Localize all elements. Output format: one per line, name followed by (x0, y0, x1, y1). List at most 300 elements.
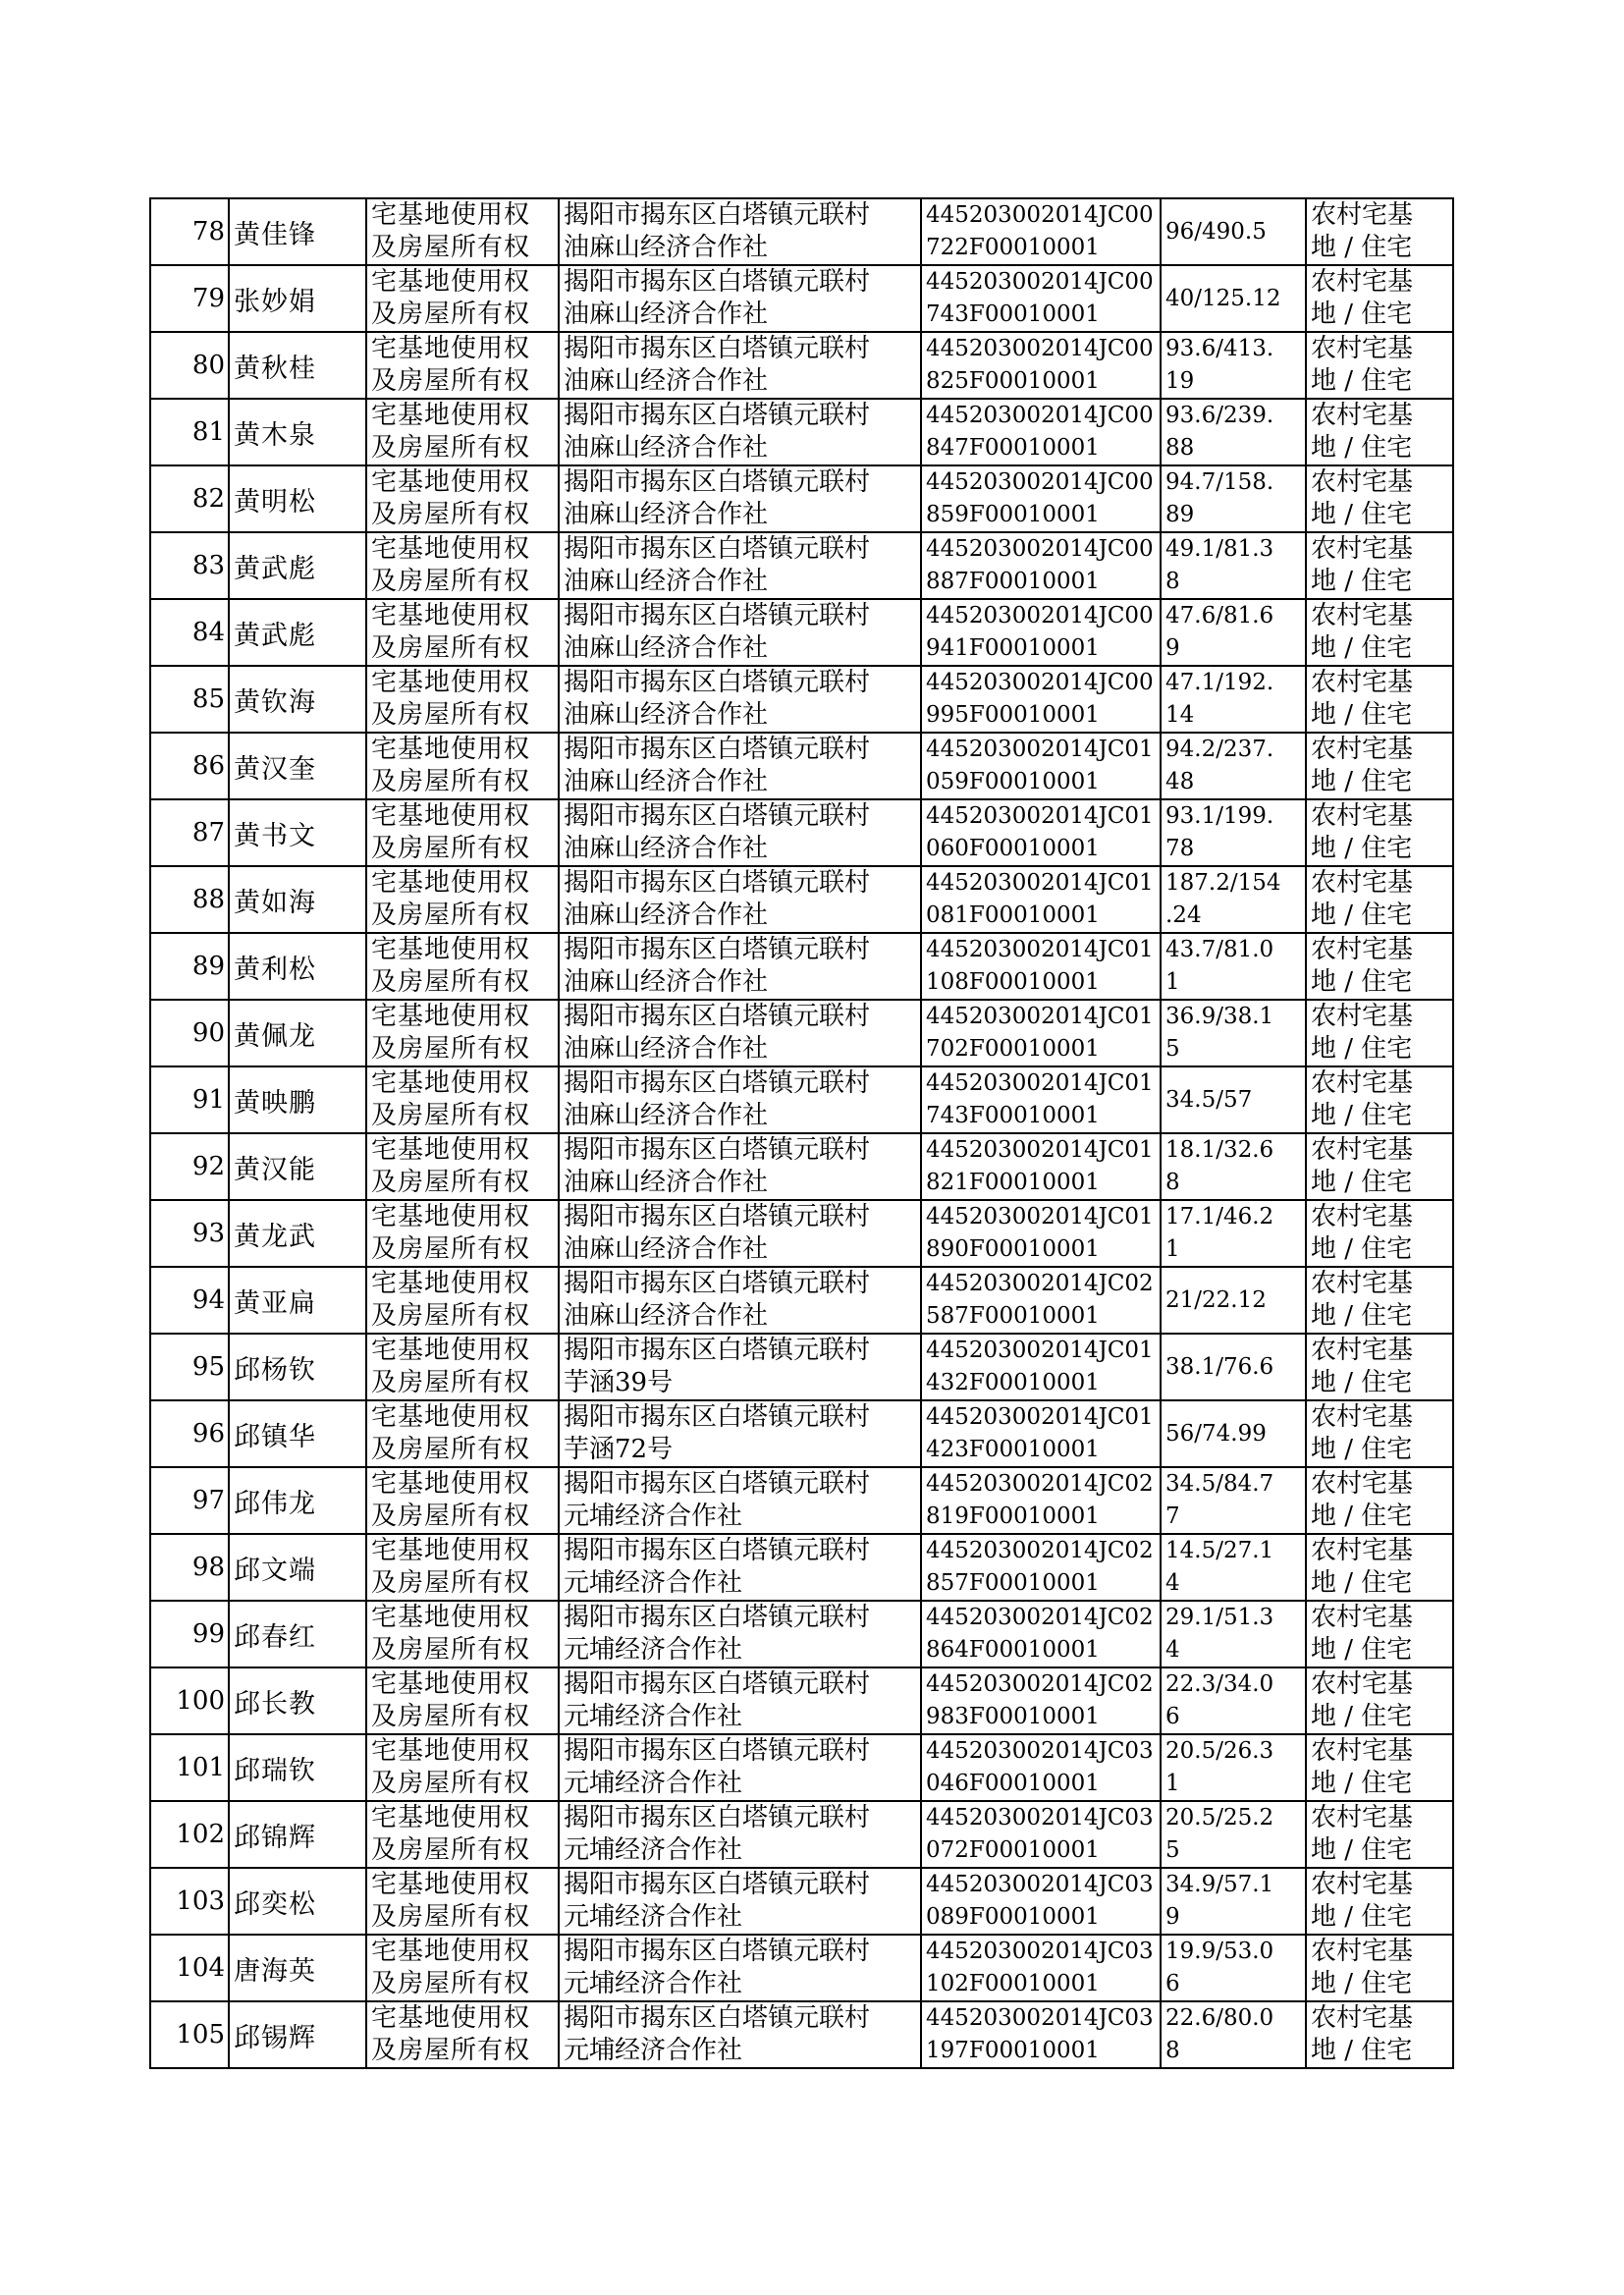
certificate-code-cell (921, 1467, 1161, 1534)
right-type-line: 及房屋所有权 (371, 1034, 531, 1064)
right-type-line: 及房屋所有权 (371, 834, 531, 863)
right-type-line: 宅基地使用权 (371, 1402, 531, 1432)
certificate-code-line: 445203002014JC00 (926, 336, 1154, 361)
land-use-line: 地 / 住宅 (1311, 1301, 1413, 1331)
owner-name-cell: 黄龙武 (229, 1200, 366, 1267)
right-type-line: 宅基地使用权 (371, 467, 531, 497)
certificate-code-line: 864F00010001 (926, 1637, 1100, 1663)
land-use-cell (1306, 532, 1453, 599)
area-cell (1161, 532, 1306, 599)
area-line: 14.5/27.1 (1165, 1538, 1274, 1563)
right-type-line: 宅基地使用权 (371, 868, 531, 898)
area-line: 47.1/192. (1165, 670, 1274, 695)
area-line: 22.3/34.0 (1165, 1671, 1274, 1697)
table-row (150, 1868, 1453, 1935)
owner-name-cell: 黄明松 (229, 465, 366, 532)
land-use-cell (1306, 1601, 1453, 1667)
certificate-code-cell (921, 666, 1161, 733)
area-cell (1161, 1133, 1306, 1200)
record-number-cell: 85 (150, 666, 229, 733)
area-line: 5 (1165, 1837, 1180, 1863)
right-type-line: 及房屋所有权 (371, 1368, 531, 1397)
right-type-cell (366, 799, 559, 866)
right-type-cell (366, 332, 559, 399)
right-type-line: 及房屋所有权 (371, 633, 531, 663)
location-line: 揭阳市揭东区白塔镇元联村 (564, 1870, 871, 1899)
owner-name-cell: 邱文端 (229, 1534, 366, 1601)
area-line: 1 (1165, 1236, 1180, 1262)
record-number-cell: 99 (150, 1601, 229, 1667)
owner-name-cell: 黄利松 (229, 933, 366, 1000)
table-row (150, 1534, 1453, 1601)
location-line: 油麻山经济合作社 (564, 834, 769, 863)
location-cell (559, 2001, 921, 2068)
area-line: 1 (1165, 969, 1180, 995)
right-type-line: 宅基地使用权 (371, 1269, 531, 1298)
certificate-code-line: 887F00010001 (926, 569, 1100, 594)
location-cell (559, 265, 921, 332)
certificate-code-line: 821F00010001 (926, 1170, 1100, 1195)
certificate-code-line: 432F00010001 (926, 1370, 1100, 1395)
land-use-line: 地 / 住宅 (1311, 1435, 1413, 1464)
right-type-cell (366, 399, 559, 465)
location-line: 元埔经济合作社 (564, 1502, 743, 1531)
right-type-line: 宅基地使用权 (371, 935, 531, 964)
area-line: 8 (1165, 2038, 1180, 2063)
record-number-cell: 84 (150, 599, 229, 666)
certificate-code-line: 445203002014JC00 (926, 469, 1154, 495)
location-line: 揭阳市揭东区白塔镇元联村 (564, 801, 871, 831)
land-use-cell (1306, 465, 1453, 532)
land-use-line: 地 / 住宅 (1311, 1034, 1413, 1064)
table-row (150, 332, 1453, 399)
owner-name-cell: 黄佳锋 (229, 198, 366, 265)
right-type-line: 及房屋所有权 (371, 1168, 531, 1197)
right-type-line: 宅基地使用权 (371, 1803, 531, 1832)
land-use-line: 农村宅基 (1311, 1469, 1414, 1499)
area-line: 5 (1165, 1036, 1180, 1062)
owner-name-cell: 邱锦辉 (229, 1801, 366, 1868)
right-type-cell (366, 1334, 559, 1400)
land-use-line: 农村宅基 (1311, 601, 1414, 630)
right-type-line: 及房屋所有权 (371, 1234, 531, 1264)
record-number-cell: 104 (150, 1935, 229, 2001)
location-cell (559, 666, 921, 733)
area-line: 40/125.12 (1165, 285, 1281, 311)
location-line: 揭阳市揭东区白塔镇元联村 (564, 1135, 871, 1165)
location-cell (559, 1467, 921, 1534)
right-type-line: 宅基地使用权 (371, 534, 531, 564)
location-line: 揭阳市揭东区白塔镇元联村 (564, 668, 871, 697)
area-line: 9 (1165, 1904, 1180, 1930)
location-line: 揭阳市揭东区白塔镇元联村 (564, 1336, 871, 1365)
area-cell (1161, 465, 1306, 532)
land-use-line: 农村宅基 (1311, 801, 1414, 831)
certificate-code-line: 089F00010001 (926, 1904, 1100, 1930)
land-use-line: 地 / 住宅 (1311, 2036, 1413, 2065)
land-use-line: 地 / 住宅 (1311, 1769, 1413, 1798)
right-type-cell (366, 1601, 559, 1667)
certificate-code-line: 445203002014JC01 (926, 1004, 1154, 1029)
table-row (150, 1935, 1453, 2001)
land-use-cell (1306, 933, 1453, 1000)
right-type-line: 宅基地使用权 (371, 1603, 531, 1632)
land-use-line: 地 / 住宅 (1311, 433, 1413, 463)
certificate-code-line: 445203002014JC00 (926, 269, 1154, 295)
right-type-line: 宅基地使用权 (371, 267, 531, 297)
land-use-cell (1306, 1267, 1453, 1334)
owner-name-cell: 黄钦海 (229, 666, 366, 733)
certificate-code-cell (921, 265, 1161, 332)
certificate-code-cell (921, 799, 1161, 866)
certificate-code-line: 743F00010001 (926, 1103, 1100, 1128)
right-type-line: 宅基地使用权 (371, 401, 531, 430)
area-cell (1161, 1667, 1306, 1734)
location-line: 揭阳市揭东区白塔镇元联村 (564, 1402, 871, 1432)
right-type-cell (366, 1868, 559, 1935)
certificate-code-line: 445203002014JC00 (926, 202, 1154, 228)
certificate-code-cell (921, 198, 1161, 265)
certificate-code-line: 445203002014JC03 (926, 2005, 1154, 2031)
right-type-line: 宅基地使用权 (371, 1135, 531, 1165)
land-use-line: 农村宅基 (1311, 200, 1414, 230)
location-line: 揭阳市揭东区白塔镇元联村 (564, 2003, 871, 2033)
owner-name-cell: 黄如海 (229, 866, 366, 933)
location-cell (559, 866, 921, 933)
location-line: 揭阳市揭东区白塔镇元联村 (564, 200, 871, 230)
area-cell (1161, 2001, 1306, 2068)
right-type-line: 宅基地使用权 (371, 1669, 531, 1699)
right-type-line: 及房屋所有权 (371, 1769, 531, 1798)
record-number-cell: 91 (150, 1066, 229, 1133)
certificate-code-line: 072F00010001 (926, 1837, 1100, 1863)
right-type-cell (366, 2001, 559, 2068)
area-line: 19.9/53.0 (1165, 1939, 1274, 1964)
certificate-code-line: 445203002014JC01 (926, 870, 1154, 896)
location-cell (559, 399, 921, 465)
location-line: 元埔经济合作社 (564, 1835, 743, 1865)
land-use-cell (1306, 1534, 1453, 1601)
certificate-code-cell (921, 399, 1161, 465)
certificate-code-line: 445203002014JC01 (926, 1338, 1154, 1363)
area-line: 20.5/25.2 (1165, 1805, 1274, 1831)
land-use-cell (1306, 666, 1453, 733)
certificate-code-line: 445203002014JC01 (926, 1204, 1154, 1229)
record-number-cell: 102 (150, 1801, 229, 1868)
location-line: 油麻山经济合作社 (564, 1168, 769, 1197)
certificate-code-line: 108F00010001 (926, 969, 1100, 995)
right-type-cell (366, 599, 559, 666)
right-type-line: 宅基地使用权 (371, 601, 531, 630)
right-type-cell (366, 198, 559, 265)
land-use-cell (1306, 1467, 1453, 1534)
right-type-line: 宅基地使用权 (371, 1469, 531, 1499)
right-type-line: 及房屋所有权 (371, 967, 531, 997)
land-use-line: 农村宅基 (1311, 1402, 1414, 1432)
right-type-line: 宅基地使用权 (371, 801, 531, 831)
record-number-cell: 100 (150, 1667, 229, 1734)
area-line: 34.9/57.1 (1165, 1872, 1274, 1897)
certificate-code-cell (921, 1935, 1161, 2001)
owner-name-cell: 邱锡辉 (229, 2001, 366, 2068)
location-line: 揭阳市揭东区白塔镇元联村 (564, 534, 871, 564)
table-row (150, 1801, 1453, 1868)
right-type-cell (366, 1400, 559, 1467)
record-number-cell: 86 (150, 733, 229, 799)
area-cell (1161, 1734, 1306, 1801)
location-line: 元埔经济合作社 (564, 1568, 743, 1598)
table-row (150, 1267, 1453, 1334)
certificate-code-cell (921, 1267, 1161, 1334)
certificate-code-cell (921, 1801, 1161, 1868)
owner-name-cell: 黄映鹏 (229, 1066, 366, 1133)
right-type-line: 宅基地使用权 (371, 1202, 531, 1231)
area-line: 38.1/76.6 (1165, 1353, 1274, 1380)
area-cell (1161, 1400, 1306, 1467)
land-use-line: 农村宅基 (1311, 401, 1414, 430)
land-use-cell (1306, 1200, 1453, 1267)
right-type-line: 及房屋所有权 (371, 1969, 531, 1998)
area-cell (1161, 1601, 1306, 1667)
table-row (150, 799, 1453, 866)
land-use-cell (1306, 1133, 1453, 1200)
certificate-code-cell (921, 1000, 1161, 1066)
certificate-code-line: 445203002014JC03 (926, 1872, 1154, 1897)
certificate-code-line: 059F00010001 (926, 769, 1100, 794)
location-line: 揭阳市揭东区白塔镇元联村 (564, 1803, 871, 1832)
area-cell (1161, 265, 1306, 332)
area-cell (1161, 599, 1306, 666)
land-use-line: 地 / 住宅 (1311, 1168, 1413, 1197)
location-line: 元埔经济合作社 (564, 1702, 743, 1731)
location-cell (559, 1935, 921, 2001)
certificate-code-cell (921, 1868, 1161, 1935)
land-use-line: 农村宅基 (1311, 1870, 1414, 1899)
table-row (150, 1133, 1453, 1200)
right-type-line: 及房屋所有权 (371, 300, 531, 329)
land-use-line: 农村宅基 (1311, 1536, 1414, 1565)
table-row (150, 733, 1453, 799)
right-type-line: 宅基地使用权 (371, 1336, 531, 1365)
land-use-line: 农村宅基 (1311, 1603, 1414, 1632)
location-cell (559, 1066, 921, 1133)
location-line: 揭阳市揭东区白塔镇元联村 (564, 1536, 871, 1565)
right-type-line: 及房屋所有权 (371, 767, 531, 796)
location-line: 揭阳市揭东区白塔镇元联村 (564, 868, 871, 898)
location-cell (559, 465, 921, 532)
owner-name-cell: 张妙娟 (229, 265, 366, 332)
location-line: 元埔经济合作社 (564, 1902, 743, 1932)
land-use-cell (1306, 1400, 1453, 1467)
right-type-line: 及房屋所有权 (371, 1835, 531, 1865)
location-line: 油麻山经济合作社 (564, 767, 769, 796)
table-row (150, 1467, 1453, 1534)
area-cell (1161, 1534, 1306, 1601)
table-row (150, 866, 1453, 933)
location-line: 油麻山经济合作社 (564, 366, 769, 396)
certificate-code-line: 445203002014JC02 (926, 1671, 1154, 1697)
location-cell (559, 1534, 921, 1601)
area-line: 187.2/154 (1165, 870, 1281, 896)
right-type-line: 及房屋所有权 (371, 567, 531, 596)
area-line: 20.5/26.3 (1165, 1738, 1274, 1764)
area-line: 49.1/81.3 (1165, 536, 1274, 562)
land-use-line: 农村宅基 (1311, 334, 1414, 363)
area-line: 94.7/158. (1165, 469, 1274, 495)
table-row (150, 1066, 1453, 1133)
certificate-code-cell (921, 1200, 1161, 1267)
certificate-code-line: 445203002014JC02 (926, 1271, 1154, 1296)
record-number-cell: 93 (150, 1200, 229, 1267)
certificate-code-line: 941F00010001 (926, 635, 1100, 661)
certificate-code-line: 445203002014JC03 (926, 1805, 1154, 1831)
right-type-line: 宅基地使用权 (371, 1870, 531, 1899)
area-line: 43.7/81.0 (1165, 937, 1274, 962)
table-row (150, 198, 1453, 265)
certificate-code-line: 445203002014JC00 (926, 670, 1154, 695)
land-use-cell (1306, 1734, 1453, 1801)
record-number-cell: 82 (150, 465, 229, 532)
right-type-line: 宅基地使用权 (371, 200, 531, 230)
location-line: 元埔经济合作社 (564, 1969, 743, 1998)
area-line: 4 (1165, 1570, 1180, 1596)
right-type-cell (366, 1000, 559, 1066)
location-line: 揭阳市揭东区白塔镇元联村 (564, 1669, 871, 1699)
certificate-code-line: 060F00010001 (926, 836, 1100, 861)
table-row (150, 1667, 1453, 1734)
certificate-code-line: 046F00010001 (926, 1771, 1100, 1796)
right-type-line: 及房屋所有权 (371, 2036, 531, 2065)
location-cell (559, 1868, 921, 1935)
land-use-cell (1306, 1066, 1453, 1133)
owner-name-cell: 黄武彪 (229, 599, 366, 666)
land-use-line: 地 / 住宅 (1311, 1502, 1413, 1531)
certificate-code-line: 081F00010001 (926, 902, 1100, 928)
right-type-line: 宅基地使用权 (371, 1002, 531, 1031)
right-type-cell (366, 465, 559, 532)
right-type-line: 及房屋所有权 (371, 1101, 531, 1130)
certificate-code-cell (921, 1601, 1161, 1667)
certificate-code-cell (921, 733, 1161, 799)
land-use-line: 农村宅基 (1311, 1269, 1414, 1298)
location-line: 油麻山经济合作社 (564, 1234, 769, 1264)
land-use-line: 地 / 住宅 (1311, 1902, 1413, 1932)
table-row (150, 666, 1453, 733)
area-line: 89 (1165, 502, 1195, 527)
area-line: 36.9/38.1 (1165, 1004, 1274, 1029)
location-line: 揭阳市揭东区白塔镇元联村 (564, 1736, 871, 1766)
area-line: 48 (1165, 769, 1195, 794)
certificate-code-cell (921, 1334, 1161, 1400)
right-type-line: 宅基地使用权 (371, 1068, 531, 1098)
record-number-cell: 87 (150, 799, 229, 866)
location-line: 油麻山经济合作社 (564, 300, 769, 329)
right-type-cell (366, 1267, 559, 1334)
land-use-cell (1306, 866, 1453, 933)
area-line: 88 (1165, 435, 1195, 461)
area-line: 14 (1165, 702, 1195, 728)
record-number-cell: 98 (150, 1534, 229, 1601)
land-use-line: 地 / 住宅 (1311, 767, 1413, 796)
certificate-code-cell (921, 599, 1161, 666)
right-type-line: 及房屋所有权 (371, 1568, 531, 1598)
land-use-line: 地 / 住宅 (1311, 1568, 1413, 1598)
owner-name-cell: 黄秋桂 (229, 332, 366, 399)
location-line: 元埔经济合作社 (564, 2036, 743, 2065)
owner-name-cell: 邱瑞钦 (229, 1734, 366, 1801)
location-cell (559, 332, 921, 399)
right-type-line: 及房屋所有权 (371, 700, 531, 730)
right-type-cell (366, 1467, 559, 1534)
area-line: 17.1/46.2 (1165, 1204, 1274, 1229)
owner-name-cell: 黄武彪 (229, 532, 366, 599)
land-use-line: 地 / 住宅 (1311, 1234, 1413, 1264)
right-type-line: 宅基地使用权 (371, 735, 531, 764)
land-use-line: 地 / 住宅 (1311, 233, 1413, 262)
owner-name-cell: 黄佩龙 (229, 1000, 366, 1066)
location-cell (559, 599, 921, 666)
owner-name-cell: 邱春红 (229, 1601, 366, 1667)
table-row (150, 933, 1453, 1000)
certificate-code-line: 445203002014JC01 (926, 1137, 1154, 1163)
location-line: 油麻山经济合作社 (564, 633, 769, 663)
location-cell (559, 1667, 921, 1734)
land-use-cell (1306, 1000, 1453, 1066)
record-number-cell: 94 (150, 1267, 229, 1334)
land-use-cell (1306, 399, 1453, 465)
certificate-code-line: 445203002014JC00 (926, 403, 1154, 428)
land-use-cell (1306, 1868, 1453, 1935)
right-type-line: 及房屋所有权 (371, 433, 531, 463)
table-row (150, 1334, 1453, 1400)
land-use-line: 农村宅基 (1311, 2003, 1414, 2033)
table-row (150, 2001, 1453, 2068)
land-use-line: 农村宅基 (1311, 668, 1414, 697)
area-line: 22.6/80.0 (1165, 2005, 1274, 2031)
certificate-code-cell (921, 1066, 1161, 1133)
certificate-code-line: 859F00010001 (926, 502, 1100, 527)
location-cell (559, 1200, 921, 1267)
certificate-code-line: 445203002014JC03 (926, 1738, 1154, 1764)
right-type-cell (366, 933, 559, 1000)
land-use-line: 地 / 住宅 (1311, 1635, 1413, 1665)
certificate-code-line: 445203002014JC03 (926, 1939, 1154, 1964)
location-cell (559, 933, 921, 1000)
location-line: 芋涵39号 (564, 1368, 674, 1397)
area-line: 18.1/32.6 (1165, 1137, 1274, 1163)
right-type-cell (366, 1066, 559, 1133)
location-cell (559, 198, 921, 265)
certificate-code-cell (921, 1400, 1161, 1467)
right-type-cell (366, 733, 559, 799)
right-type-line: 及房屋所有权 (371, 901, 531, 930)
certificate-code-line: 102F00010001 (926, 1971, 1100, 1996)
area-line: 93.6/239. (1165, 403, 1274, 428)
right-type-cell (366, 1734, 559, 1801)
certificate-code-line: 423F00010001 (926, 1437, 1100, 1462)
area-line: 56/74.99 (1165, 1420, 1267, 1447)
location-cell (559, 1601, 921, 1667)
area-cell (1161, 666, 1306, 733)
area-line: 6 (1165, 1704, 1180, 1729)
right-type-cell (366, 1200, 559, 1267)
record-number-cell: 88 (150, 866, 229, 933)
location-line: 油麻山经济合作社 (564, 901, 769, 930)
land-use-cell (1306, 1667, 1453, 1734)
table-row (150, 1400, 1453, 1467)
land-use-cell (1306, 332, 1453, 399)
certificate-code-cell (921, 532, 1161, 599)
